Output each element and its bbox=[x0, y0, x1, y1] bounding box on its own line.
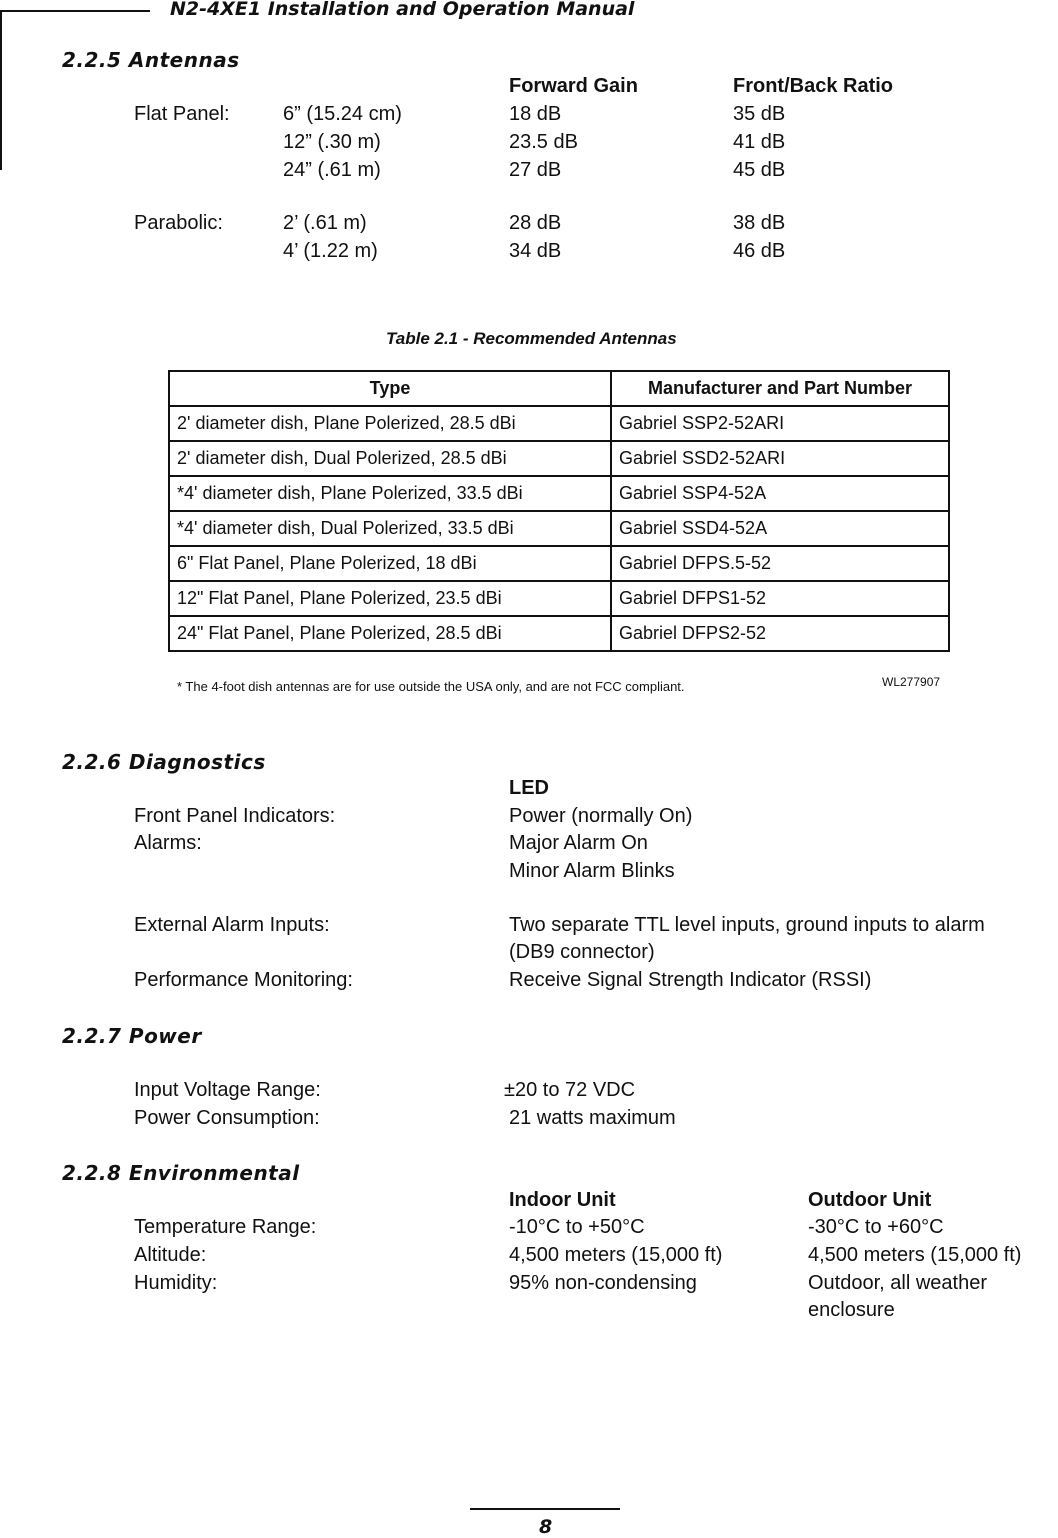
antenna-size: 4’ (1.22 m) bbox=[283, 240, 378, 262]
antenna-size: 24” (.61 m) bbox=[283, 159, 381, 181]
altitude-label: Altitude: bbox=[134, 1244, 207, 1266]
table-cell-part: Gabriel SSP2-52ARI bbox=[611, 406, 949, 441]
power-consumption-value: 21 watts maximum bbox=[509, 1107, 676, 1129]
table-cell-part: Gabriel DFPS2-52 bbox=[611, 616, 949, 651]
col-header-led: LED bbox=[509, 777, 549, 799]
antenna-gain: 28 dB bbox=[509, 212, 562, 234]
humidity-outdoor: enclosure bbox=[808, 1299, 895, 1321]
humidity-indoor: 95% non-condensing bbox=[509, 1272, 697, 1294]
alarms-label: Alarms: bbox=[134, 832, 202, 854]
front-panel-label: Front Panel Indicators: bbox=[134, 805, 336, 827]
table-cell-type: *4' diameter dish, Dual Polerized, 33.5 dBi bbox=[169, 511, 611, 546]
section-heading-diagnostics: 2.2.6 Diagnostics bbox=[62, 750, 266, 774]
antenna-ratio: 35 dB bbox=[733, 103, 786, 125]
antenna-gain: 34 dB bbox=[509, 240, 562, 262]
col-header-forward-gain: Forward Gain bbox=[509, 75, 638, 97]
antenna-size: 12” (.30 m) bbox=[283, 131, 381, 153]
temperature-indoor: -10°C to +50°C bbox=[509, 1216, 645, 1238]
header-rule bbox=[0, 10, 150, 12]
external-alarm-value: Two separate TTL level inputs, ground inputs to alarm bbox=[509, 914, 985, 936]
antenna-gain: 18 dB bbox=[509, 103, 562, 125]
table-cell-type: 24" Flat Panel, Plane Polerized, 28.5 dBi bbox=[169, 616, 611, 651]
table-cell-part: Gabriel SSP4-52A bbox=[611, 476, 949, 511]
antenna-ratio: 41 dB bbox=[733, 131, 786, 153]
table-row bbox=[169, 406, 949, 441]
humidity-label: Humidity: bbox=[134, 1272, 218, 1294]
header-title: N2-4XE1 Installation and Operation Manual bbox=[170, 0, 635, 20]
antenna-gain: 23.5 dB bbox=[509, 131, 578, 153]
altitude-indoor: 4,500 meters (15,000 ft) bbox=[509, 1244, 723, 1266]
performance-label: Performance Monitoring: bbox=[134, 969, 353, 991]
col-header-indoor: Indoor Unit bbox=[509, 1189, 616, 1211]
table-cell-part: Gabriel SSD2-52ARI bbox=[611, 441, 949, 476]
table-cell-part: Gabriel DFPS1-52 bbox=[611, 581, 949, 616]
front-panel-value: Power (normally On) bbox=[509, 805, 693, 827]
table-header-manufacturer: Manufacturer and Part Number bbox=[611, 371, 949, 406]
table-row bbox=[169, 476, 949, 511]
table-row bbox=[169, 616, 949, 651]
alarms-value: Minor Alarm Blinks bbox=[509, 860, 675, 882]
antenna-ratio: 46 dB bbox=[733, 240, 786, 262]
antenna-size: 2’ (.61 m) bbox=[283, 212, 367, 234]
table-row bbox=[169, 581, 949, 616]
table-header-row bbox=[169, 371, 949, 406]
table-caption: Table 2.1 - Recommended Antennas bbox=[386, 329, 677, 348]
col-header-outdoor: Outdoor Unit bbox=[808, 1189, 932, 1211]
figure-code: WL277907 bbox=[882, 675, 941, 689]
footer-rule bbox=[470, 1508, 620, 1510]
antenna-size: 6” (15.24 cm) bbox=[283, 103, 402, 125]
external-alarm-label: External Alarm Inputs: bbox=[134, 914, 330, 936]
table-row bbox=[169, 546, 949, 581]
temperature-outdoor: -30°C to +60°C bbox=[808, 1216, 944, 1238]
input-voltage-value: ±20 to 72 VDC bbox=[504, 1079, 636, 1101]
table-cell-type: 6" Flat Panel, Plane Polerized, 18 dBi bbox=[169, 546, 611, 581]
power-consumption-label: Power Consumption: bbox=[134, 1107, 320, 1129]
recommended-antennas-table bbox=[168, 370, 950, 652]
table-row bbox=[169, 511, 949, 546]
antenna-gain: 27 dB bbox=[509, 159, 562, 181]
section-heading-power: 2.2.7 Power bbox=[62, 1024, 202, 1048]
table-cell-part: Gabriel DFPS.5-52 bbox=[611, 546, 949, 581]
input-voltage-label: Input Voltage Range: bbox=[134, 1079, 321, 1101]
table-cell-type: 2' diameter dish, Dual Polerized, 28.5 dBi bbox=[169, 441, 611, 476]
temperature-label: Temperature Range: bbox=[134, 1216, 317, 1238]
external-alarm-value: (DB9 connector) bbox=[509, 941, 655, 963]
table-cell-type: 12" Flat Panel, Plane Polerized, 23.5 dBi bbox=[169, 581, 611, 616]
table-cell-part: Gabriel SSD4-52A bbox=[611, 511, 949, 546]
col-header-front-back-ratio: Front/Back Ratio bbox=[733, 75, 894, 97]
antenna-ratio: 45 dB bbox=[733, 159, 786, 181]
parabolic-label: Parabolic: bbox=[134, 212, 223, 234]
header-margin-rule bbox=[0, 10, 2, 170]
page-number: 8 bbox=[539, 1516, 553, 1538]
table-footnote: * The 4-foot dish antennas are for use outside the USA only, and are not FCC compliant. bbox=[177, 679, 685, 694]
table-header-type: Type bbox=[169, 371, 611, 406]
performance-value: Receive Signal Strength Indicator (RSSI) bbox=[509, 969, 872, 991]
alarms-value: Major Alarm On bbox=[509, 832, 648, 854]
altitude-outdoor: 4,500 meters (15,000 ft) bbox=[808, 1244, 1022, 1266]
table-row bbox=[169, 441, 949, 476]
antenna-ratio: 38 dB bbox=[733, 212, 786, 234]
table-cell-type: 2' diameter dish, Plane Polerized, 28.5 dBi bbox=[169, 406, 611, 441]
table-cell-type: *4' diameter dish, Plane Polerized, 33.5 dBi bbox=[169, 476, 611, 511]
section-heading-antennas: 2.2.5 Antennas bbox=[62, 48, 240, 72]
section-heading-environmental: 2.2.8 Environmental bbox=[62, 1161, 300, 1185]
flat-panel-label: Flat Panel: bbox=[134, 103, 230, 125]
humidity-outdoor: Outdoor, all weather bbox=[808, 1272, 987, 1294]
